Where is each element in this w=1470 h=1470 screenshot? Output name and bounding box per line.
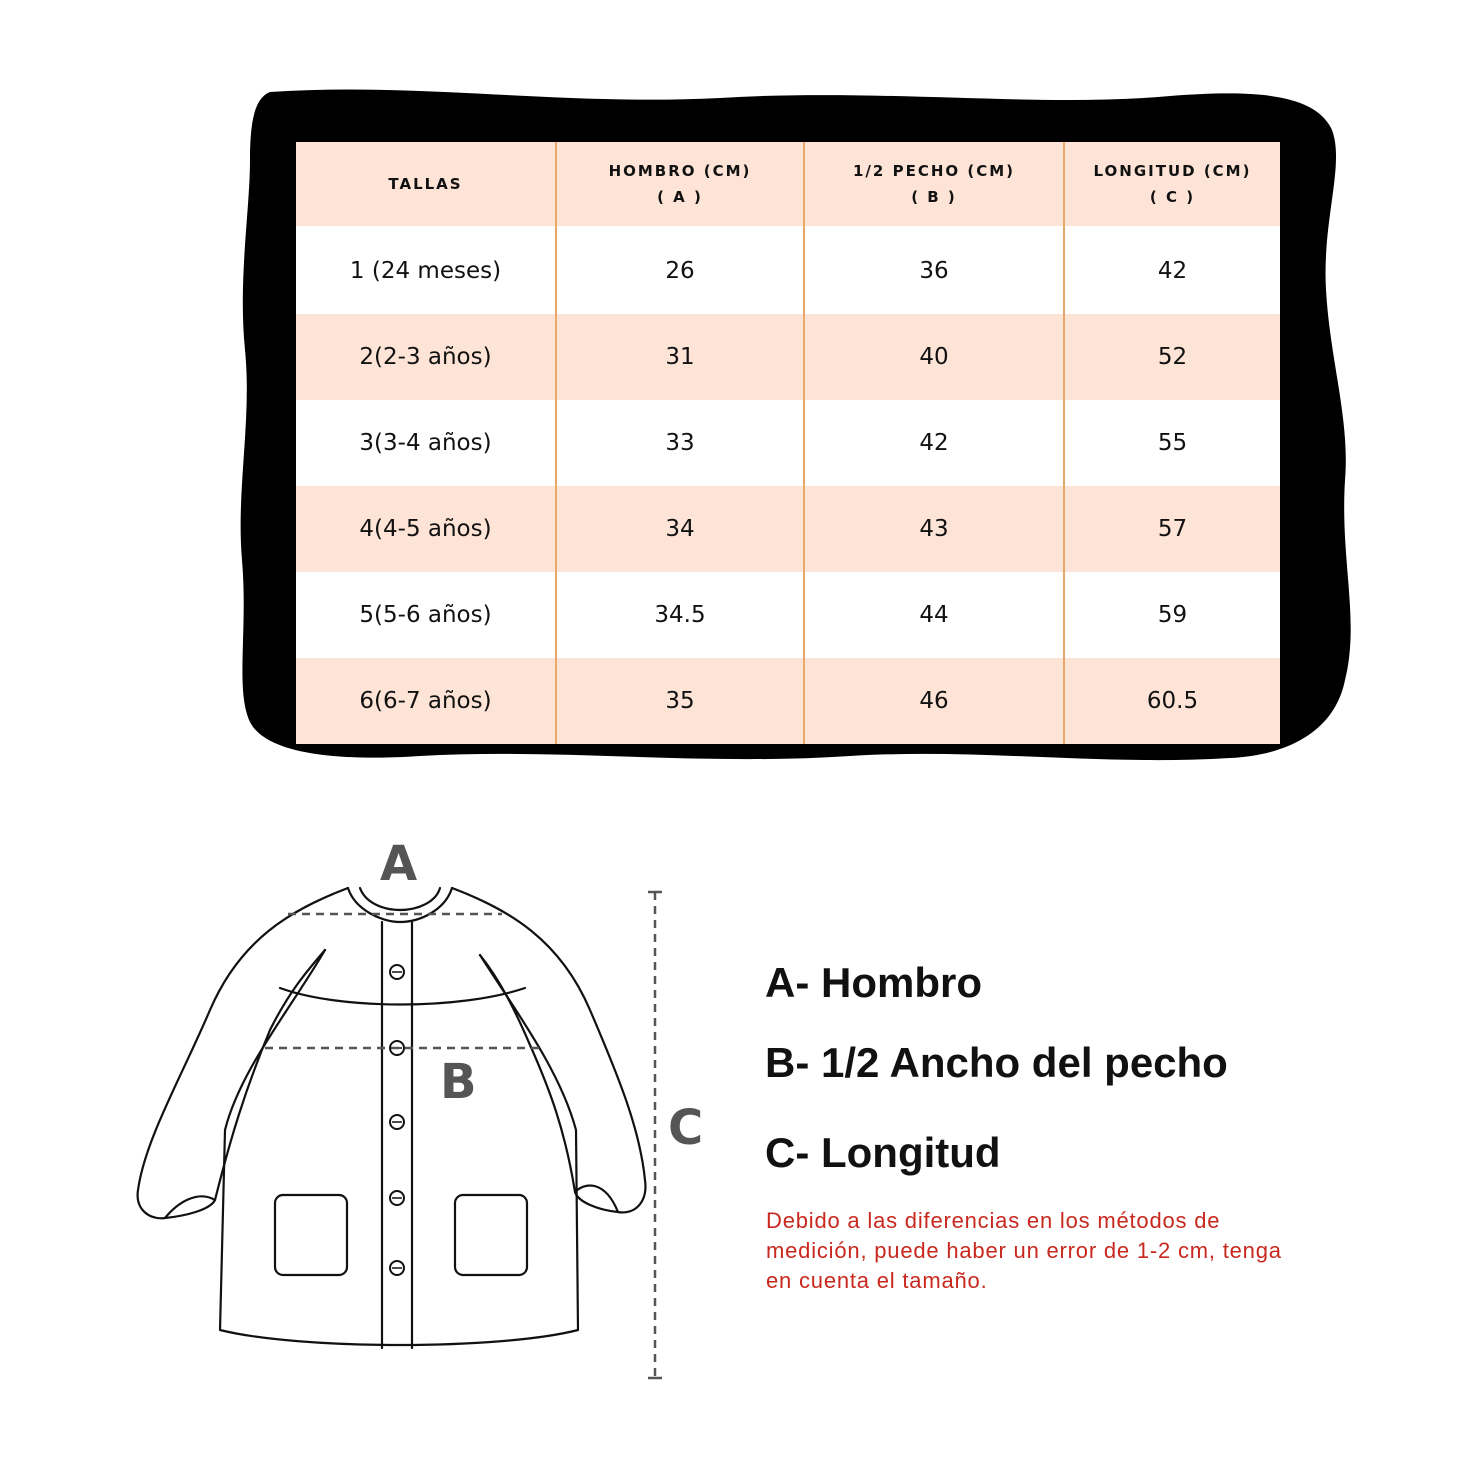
header-hombro: HOMBRO (CM) ( A ) xyxy=(556,142,804,227)
legend-pecho: B- 1/2 Ancho del pecho xyxy=(765,1039,1228,1086)
table-row xyxy=(296,486,1280,572)
cell-pecho: 36 xyxy=(804,227,1064,314)
cell-pecho: 42 xyxy=(804,400,1064,486)
table-row xyxy=(296,658,1280,744)
table-row xyxy=(296,572,1280,658)
legend-hombro: A- Hombro xyxy=(765,959,982,1006)
right-pocket xyxy=(455,1195,527,1275)
cell-hombro: 34.5 xyxy=(556,572,804,658)
cell-hombro: 26 xyxy=(556,227,804,314)
body-outline xyxy=(220,950,578,1345)
cell-talla: 6(6-7 años) xyxy=(296,658,556,744)
cell-pecho: 44 xyxy=(804,572,1064,658)
yoke-seam xyxy=(280,988,525,1005)
table-header-row xyxy=(296,142,1280,227)
cell-pecho: 40 xyxy=(804,314,1064,400)
cell-hombro: 35 xyxy=(556,658,804,744)
cell-longitud: 60.5 xyxy=(1064,658,1280,744)
cell-longitud: 59 xyxy=(1064,572,1280,658)
table-row xyxy=(296,400,1280,486)
dimension-label-b: B xyxy=(440,1054,477,1110)
cell-talla: 5(5-6 años) xyxy=(296,572,556,658)
right-sleeve xyxy=(452,888,645,1212)
cell-hombro: 33 xyxy=(556,400,804,486)
cell-talla: 3(3-4 años) xyxy=(296,400,556,486)
cell-hombro: 31 xyxy=(556,314,804,400)
measurement-note: Debido a las diferencias en los métodos de medición, puede haber un error de 1-2 cm, tenga en cuenta el tamaño. xyxy=(766,1208,1282,1293)
header-longitud: LONGITUD (CM) ( C ) xyxy=(1064,142,1280,227)
cell-talla: 4(4-5 años) xyxy=(296,486,556,572)
table-row xyxy=(296,227,1280,314)
cell-longitud: 57 xyxy=(1064,486,1280,572)
dimension-label-a: A xyxy=(380,836,418,892)
cell-hombro: 34 xyxy=(556,486,804,572)
left-sleeve xyxy=(138,888,348,1218)
left-pocket xyxy=(275,1195,347,1275)
legend-longitud: C- Longitud xyxy=(765,1129,1001,1176)
header-tallas: TALLAS xyxy=(296,142,556,227)
header-pecho: 1/2 PECHO (CM) ( B ) xyxy=(804,142,1064,227)
cell-longitud: 55 xyxy=(1064,400,1280,486)
table-row xyxy=(296,314,1280,400)
cell-pecho: 43 xyxy=(804,486,1064,572)
cell-longitud: 42 xyxy=(1064,227,1280,314)
cell-longitud: 52 xyxy=(1064,314,1280,400)
size-chart-table xyxy=(296,142,1280,744)
smock-diagram xyxy=(120,830,680,1390)
cell-talla: 2(2-3 años) xyxy=(296,314,556,400)
cell-talla: 1 (24 meses) xyxy=(296,227,556,314)
cell-pecho: 46 xyxy=(804,658,1064,744)
dimension-label-c: C xyxy=(668,1100,704,1156)
